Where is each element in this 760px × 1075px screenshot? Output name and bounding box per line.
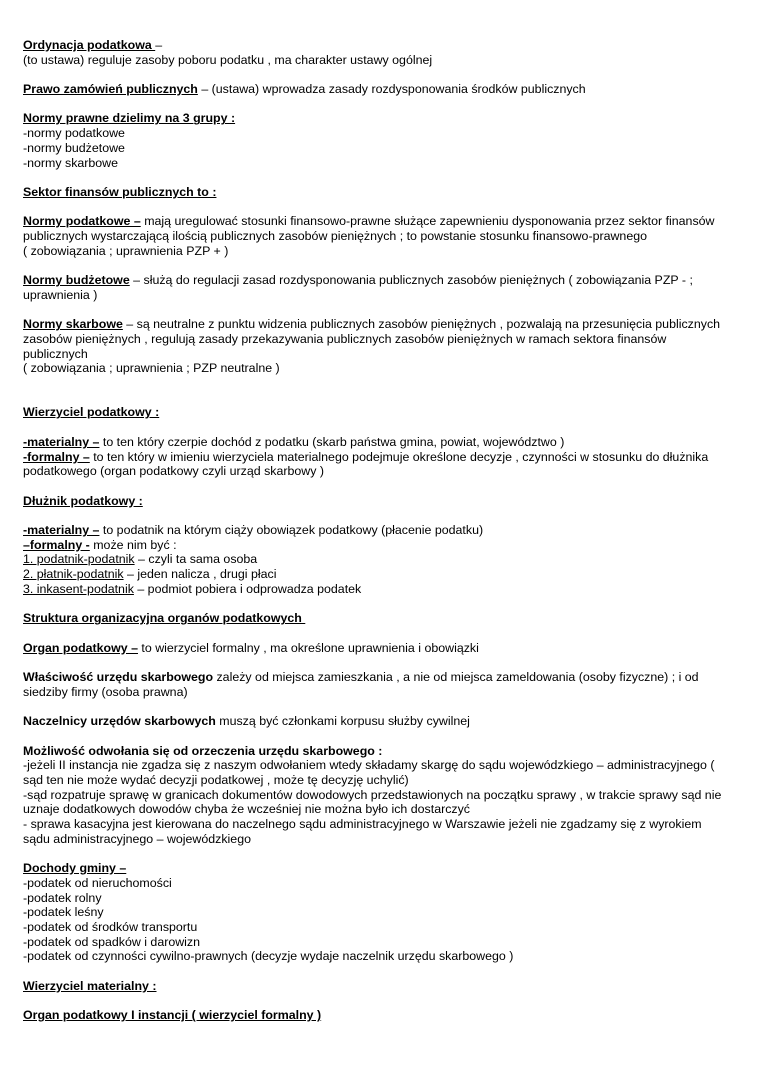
wierzyciel-formalny-text: to ten który w imieniu wierzyciela materialnego podejmuje określone decyzje , czynności w stosunku do dłużnika podatkowego (organ podatkowy czyli urząd skarbowy ) <box>23 449 709 479</box>
ordynacja-text: (to ustawa) reguluje zasoby poboru podatku , ma charakter ustawy ogólnej <box>23 52 433 67</box>
normy-prawne-item: -normy podatkowe <box>23 126 125 141</box>
dluznik-list-item <box>23 582 730 597</box>
dluznik-list-label: 3. inkasent-podatnik <box>23 581 134 596</box>
organ-i-instancji-heading: Organ podatkowy I instancji ( wierzyciel formalny ) <box>23 1008 322 1023</box>
organ-podatkowy-paragraph <box>23 641 730 656</box>
dluznik-formalny-text: może nim być : <box>89 537 177 552</box>
organ-podatkowy-heading: Organ podatkowy – <box>23 640 138 655</box>
dochody-gminy-item: -podatek od środków transportu <box>23 919 198 934</box>
normy-skarbowe-text: – są neutralne z punktu widzenia publicznych zasobów pieniężnych , pozwalają na przesunięcia publicznych zasobów pieniężnych , regulują zasady przekazywania publicznych zasobów pieniężnych w ramach sektora finansów publicznych <box>23 317 721 361</box>
naczelnicy-paragraph <box>23 714 730 729</box>
dluznik-list-item <box>23 567 730 582</box>
dochody-gminy-item: -podatek od nieruchomości <box>23 875 172 890</box>
normy-prawne-heading: Normy prawne dzielimy na 3 grupy : <box>23 111 236 126</box>
normy-podatkowe-heading: Normy podatkowe – <box>23 214 141 229</box>
dluznik-list-text: – podmiot pobiera i odprowadza podatek <box>133 581 362 596</box>
normy-budzetowe-heading: Normy budżetowe <box>23 273 130 288</box>
dluznik-list-item <box>23 552 730 567</box>
dluznik-list-text: – czyli ta sama osoba <box>134 552 258 567</box>
prawo-zamowien-paragraph <box>23 82 730 97</box>
wierzyciel-formalny-label: -formalny – <box>23 449 90 464</box>
ordynacja-dash: – <box>155 38 163 52</box>
wierzyciel-materialny-heading: Wierzyciel materialny : <box>23 978 157 993</box>
normy-budzetowe-paragraph <box>23 273 730 302</box>
dluznik-list-label: 1. podatnik-podatnik <box>23 552 135 567</box>
wierzyciel-formalny-paragraph <box>23 450 730 479</box>
wierzyciel-materialny-text: to ten który czerpie dochód z podatku (skarb państwa gmina, powiat, województwo ) <box>99 434 565 449</box>
naczelnicy-text: muszą być członkami korpusu służby cywilnej <box>215 714 470 729</box>
odwolanie-heading: Możliwość odwołania się od orzeczenia urzędu skarbowego : <box>23 743 383 758</box>
dluznik-formalny-label: –formalny - <box>23 537 90 552</box>
dluznik-formalny-line <box>23 538 730 553</box>
normy-skarbowe-paragraph <box>23 317 730 361</box>
wlasciwosc-heading: Właściwość urzędu skarbowego <box>23 670 214 685</box>
organ-podatkowy-text: to wierzyciel formalny , ma określone uprawnienia i obowiązki <box>137 640 479 655</box>
normy-podatkowe-note: ( zobowiązania ; uprawnienia PZP + ) <box>23 243 229 258</box>
dochody-gminy-item: -podatek od spadków i darowizn <box>23 934 201 949</box>
dochody-gminy-item: -podatek leśny <box>23 905 104 920</box>
dochody-gminy-item: -podatek rolny <box>23 890 102 905</box>
normy-prawne-item: -normy budżetowe <box>23 140 125 155</box>
wierzyciel-materialny-label: -materialny – <box>23 434 100 449</box>
prawo-zamowien-heading: Prawo zamówień publicznych <box>23 82 198 97</box>
dluznik-list-text: – jeden nalicza , drugi płaci <box>123 567 277 582</box>
wierzyciel-podatkowy-heading: Wierzyciel podatkowy : <box>23 405 160 420</box>
ordynacja-heading-line <box>23 38 730 53</box>
dochody-gminy-heading: Dochody gminy – <box>23 861 127 876</box>
struktura-heading: Struktura organizacyjna organów podatkowych <box>23 611 306 626</box>
prawo-zamowien-text: – (ustawa) wprowadza zasady rozdysponowania środków publicznych <box>197 82 586 97</box>
naczelnicy-heading: Naczelnicy urzędów skarbowych <box>23 714 216 729</box>
normy-podatkowe-paragraph <box>23 214 730 243</box>
dluznik-materialny-label: -materialny – <box>23 523 100 538</box>
sektor-heading: Sektor finansów publicznych to : <box>23 184 217 199</box>
odwolanie-item: -sąd rozpatruje sprawę w granicach dokumentów dowodowych przedstawionych na początku sprawy , w trakcie sprawy sąd nie uznaje dodatkowych dowodów chyba że wcześniej nie można było ich dostarczyć <box>23 787 722 817</box>
normy-podatkowe-text: mają uregulować stosunki finansowo-prawne służące zapewnieniu dysponowania przez sektor finansów publicznych wystarczającą ilością publicznych zasobów pieniężnych ; to powstanie stosunku finansowo-prawnego <box>23 214 715 244</box>
ordynacja-heading: Ordynacja podatkowa <box>23 38 156 52</box>
wierzyciel-materialny-line <box>23 435 730 450</box>
normy-budzetowe-text: – służą do regulacji zasad rozdysponowania publicznych zasobów pieniężnych ( zobowiązania PZP - ; uprawnienia ) <box>23 273 693 302</box>
normy-skarbowe-heading: Normy skarbowe <box>23 317 123 332</box>
dluznik-list-label: 2. płatnik-podatnik <box>23 567 124 582</box>
dluznik-materialny-line <box>23 523 730 538</box>
wlasciwosc-paragraph <box>23 670 730 699</box>
odwolanie-item: -jeżeli II instancja nie zgadza się z naszym odwołaniem wtedy składamy skargę do sądu wojewódzkiego – administracyjnego ( sąd ten nie może wydać decyzji podatkowej , może tę decyzję uchylić) <box>23 758 715 787</box>
dluznik-materialny-text: to podatnik na którym ciąży obowiązek podatkowy (płacenie podatku) <box>99 523 484 538</box>
dluznik-heading: Dłużnik podatkowy : <box>23 493 143 508</box>
normy-skarbowe-note: ( zobowiązania ; uprawnienia ; PZP neutralne ) <box>23 361 280 376</box>
dochody-gminy-item: -podatek od czynności cywilno-prawnych (decyzje wydaje naczelnik urzędu skarbowego ) <box>23 949 514 964</box>
wlasciwosc-text: zależy od miejsca zamieszkania , a nie od miejsca zameldowania (osoby fizyczne) ; i od siedziby firmy (osoba prawna) <box>23 670 699 699</box>
normy-prawne-item: -normy skarbowe <box>23 155 119 170</box>
odwolanie-item: - sprawa kasacyjna jest kierowana do naczelnego sądu administracyjnego w Warszawie jeżeli nie zgadzamy się z wyrokiem sądu administracyjnego – wojewódzkiego <box>23 817 702 846</box>
